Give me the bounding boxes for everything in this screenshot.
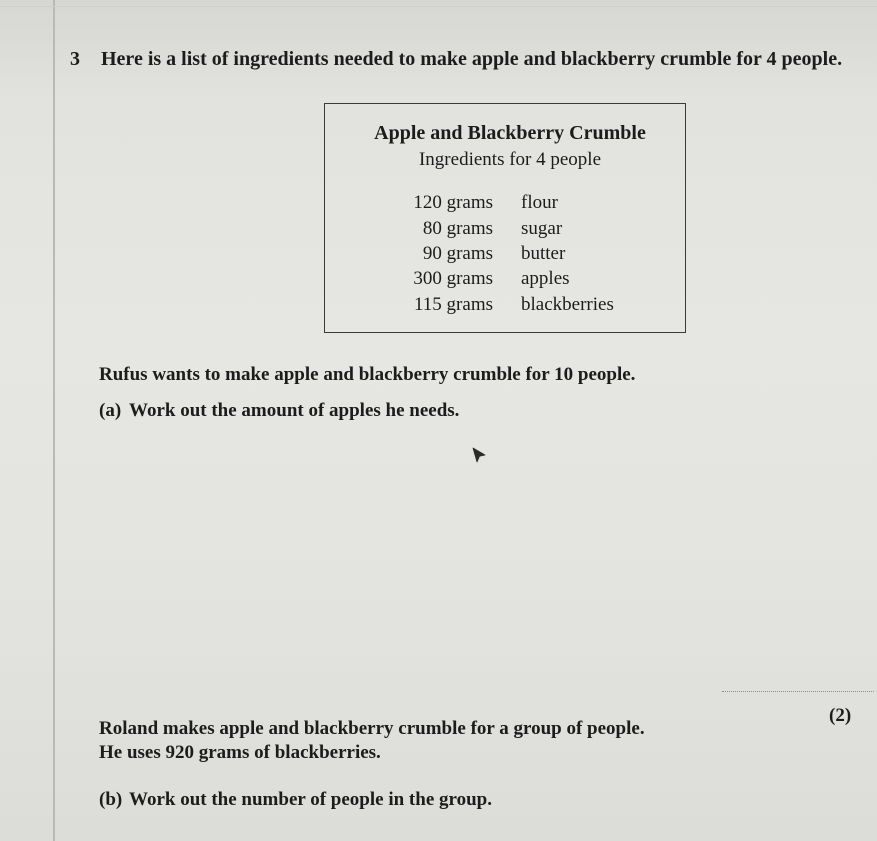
ingredient-row-apples <box>325 268 685 294</box>
ingredient-amount: 90 grams <box>422 243 493 264</box>
question-number: 3 <box>70 48 80 70</box>
ingredient-name: apples <box>521 268 570 289</box>
ingredient-name: sugar <box>521 218 563 239</box>
part-b-text: Work out the number of people in the group. <box>129 789 492 810</box>
ingredient-row-flour <box>325 192 685 218</box>
question-intro: Here is a list of ingredients needed to make apple and blackberry crumble for 4 people. <box>101 48 843 70</box>
ingredient-amount: 120 grams <box>413 192 493 213</box>
ingredient-amount: 300 grams <box>413 268 493 289</box>
mouse-pointer-icon <box>471 447 487 465</box>
answer-line[interactable] <box>722 691 874 692</box>
page-margin-line <box>53 0 55 841</box>
part-a-label: (a) <box>99 400 122 421</box>
ingredient-name: butter <box>521 243 566 264</box>
ingredient-amount: 80 grams <box>422 218 493 239</box>
ingredient-name: flour <box>521 192 558 213</box>
context-b-line-2: He uses 920 grams of blackberries. <box>99 742 381 763</box>
context-b-line-1: Roland makes apple and blackberry crumble for a group of people. <box>99 718 645 739</box>
ingredient-row-sugar <box>325 218 685 244</box>
page-top-line <box>0 6 877 7</box>
recipe-title: Apple and Blackberry Crumble <box>374 122 646 144</box>
ingredient-row-blackberries <box>325 294 685 320</box>
part-a-marks: (2) <box>829 705 852 726</box>
part-b-label: (b) <box>99 789 123 810</box>
ingredient-name: blackberries <box>521 294 614 315</box>
ingredient-amount: 115 grams <box>414 294 493 315</box>
context-a-text: Rufus wants to make apple and blackberry crumble for 10 people. <box>99 364 636 385</box>
part-a-text: Work out the amount of apples he needs. <box>129 400 460 421</box>
ingredient-row-butter <box>325 243 685 269</box>
recipe-box <box>324 103 686 333</box>
recipe-subtitle: Ingredients for 4 people <box>418 149 602 170</box>
